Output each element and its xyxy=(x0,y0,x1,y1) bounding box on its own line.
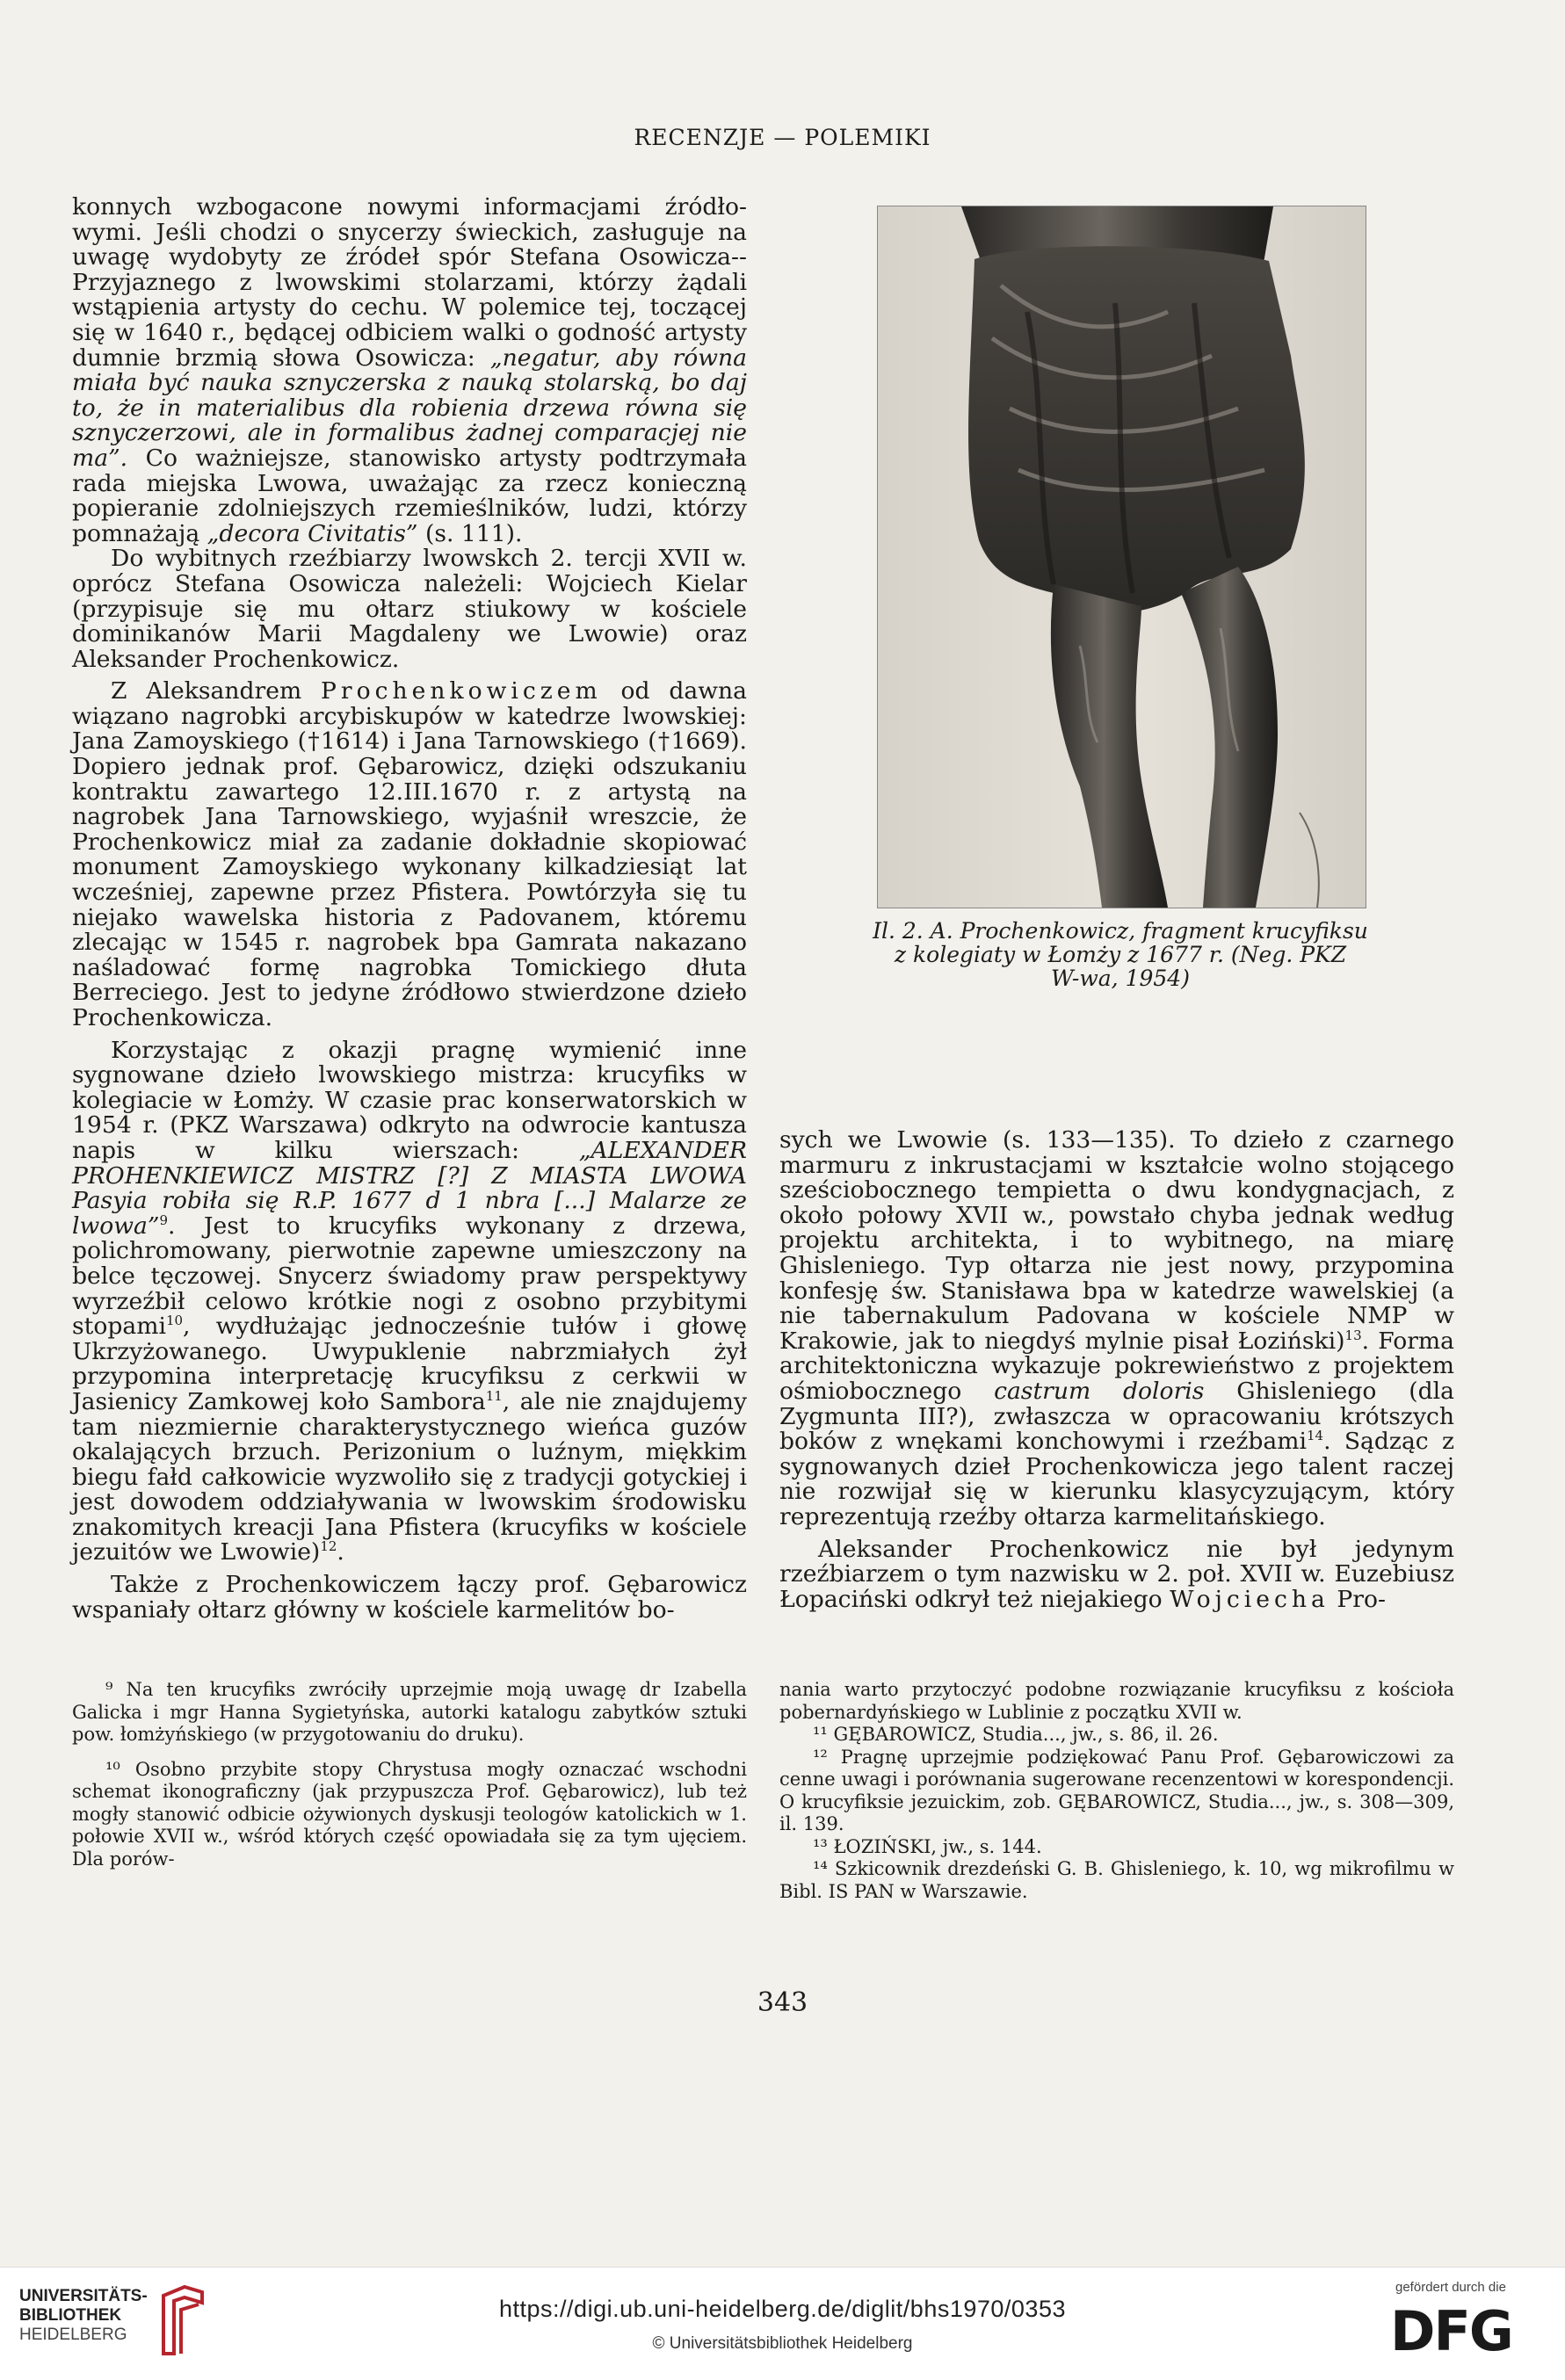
university-library-name[interactable]: UNIVERSITÄTS- BIBLIOTHEK HEIDELBERG xyxy=(19,2287,148,2344)
running-header: RECENZJE — POLEMIKI xyxy=(634,125,931,150)
footnote-13: ¹³ ŁOZIŃSKI, jw., s. 144. xyxy=(813,1835,1042,1857)
right-text-column xyxy=(779,1128,1454,1612)
inscription-quote: „ALEXANDER PROHENKIEWICZ MISTRZ [?] Z MIASTA LWOWA Pasyia robiła się R.P. 1677 d 1 nbra [...] Malarze ze lwowa” xyxy=(72,1136,747,1240)
crucifix-sculpture-image xyxy=(878,206,1366,908)
viewer-footer xyxy=(0,2267,1565,2380)
footnote-9: ⁹ Na ten krucyfiks zwróciły uprzejmie moją uwagę dr Izabella Galicka i mgr Hanna Sygietyńska, autorki katalogu zabytków sztuki pow. łomżyńskiego (w przygotowaniu do druku). xyxy=(72,1679,747,1745)
figure-caption: Il. 2. A. Prochenkowicz, fragment krucyfiksu z kolegiaty w Łomży z 1677 r. (Neg. PKZ W-wa, 1954) xyxy=(873,918,1368,991)
footnote-ref[interactable]: 13 xyxy=(1344,1327,1362,1343)
paragraph: Aleksander Prochenkowicz nie był jedynym rzeźbiarzem o tym nazwisku w 2. poł. XVII w. Euzebiusz Łopaciński odkrył też niejakiego Wojciecha Pro- xyxy=(779,1535,1454,1613)
page-number: 343 xyxy=(757,1987,808,2018)
footnote-14: ¹⁴ Szkicownik drezdeński G. B. Ghisleniego, k. 10, wg mikrofilmu w Bibl. IS PAN w Warszawie. xyxy=(779,1858,1454,1902)
quotation: „negatur, aby równa miała być nauka sznyczerska z nauką stolarską, bo daj to, że in materialibus dla robienia drzewa równa się sznyczerzowi, ale in formalibus żadnej comparacjej nie ma”. xyxy=(72,344,748,472)
paragraph: sych we Lwowie (s. 133—135). To dzieło z czarnego marmuru z inkrustacjami w kształcie wolno stojącego sześciobocznego tempietta o dwu kondygnacjach, z około połowy XVII w., powstało chyba jednak według projektu architekta, i to wybitnego, na miarę Ghisleniego. Typ ołtarza nie jest nowy, przypomina konfesję św. Stanisława bpa w katedrze wawelskiej (a nie tabernakulum Padovana w kościele NMP w Krakowie, jak to niegdyś mylnie pisał Łoziński)$^{13}$. Forma architektoniczna wykazuje pokrewieństwo z projektem ośmiobocznego castrum doloris Ghisleniego (dla Zygmunta III?), zwłaszcza w opracowaniu krótszych boków z wnękami konchowymi i rzeźbami$^{14}$. Sądząc z sygnowanych dzieł Prochenkowicza jego talent raczej nie rozwijał się w kierunku klasycyzującym, który reprezentują rzeźby ołtarza karmelitańskiego. xyxy=(779,1126,1455,1530)
footnote-ref[interactable]: 12 xyxy=(320,1538,337,1555)
funding-note: gefördert durch die xyxy=(1395,2280,1506,2295)
spaced-name: Prochenkowiczem xyxy=(320,677,602,705)
left-text-column xyxy=(72,195,747,1623)
footnote-ref[interactable]: 11 xyxy=(485,1388,503,1405)
crucifix-photograph xyxy=(877,206,1366,908)
footnote-ref[interactable]: 10 xyxy=(165,1313,184,1329)
footnotes-right xyxy=(779,1679,1454,1903)
italic-term: castrum doloris xyxy=(994,1377,1205,1405)
paragraph: Do wybitnych rzeźbiarzy lwowskch 2. tercji XVII w. oprócz Stefana Osowicza należeli: Wojciech Kielar (przypisuje się mu ołtarz stiukowy w kościele dominikanów Marii Magdaleny we Lwowie) oraz Aleksander Prochenkowicz. xyxy=(72,545,747,673)
permalink-url[interactable]: https://digi.ub.uni-heidelberg.de/diglit/bhs1970/0353 xyxy=(499,2296,1066,2322)
footnote-ref[interactable]: 14 xyxy=(1307,1428,1324,1444)
dfg-logo[interactable]: DFG xyxy=(1390,2299,1512,2363)
paragraph: Także z Prochenkowiczem łączy prof. Gębarowicz wspaniały ołtarz główny w kościele karmelitów bo- xyxy=(72,1571,747,1624)
footnote-11: ¹¹ GĘBAROWICZ, Studia..., jw., s. 86, il. 26. xyxy=(813,1724,1219,1745)
footnote-10: ¹⁰ Osobno przybite stopy Chrystusa mogły oznaczać wschodni schemat ikonograficzny (jak przypuszcza Prof. Gębarowicz), lub też mogły stanowić odbicie ożywionych dyskusji teologów katolickich w 1. połowie XVII w., wśród których część opowiadała się za tym ujęciem. Dla porów- xyxy=(72,1758,747,1870)
paragraph: Z Aleksandrem Prochenkowiczem od dawna wiązano nagrobki arcybiskupów w katedrze lwowskiej: Jana Zamoyskiego (†1614) i Jana Tarnowskiego (†1669). Dopiero jednak prof. Gębarowicz, dzięki odszukaniu kontraktu zawartego 12.III.1670 r. z artystą na nagrobek Jana Tarnowskiego, wyjaśnił wreszcie, że Prochenkowicz miał za zadanie dokładnie skopiować monument Zamoyskiego wykonany kilkadziesiąt lat wcześniej, zapewne przez Pfistera. Powtórzyła się tu niejako wawelska historia z Padovanem, któremu zlecając w 1545 r. nagrobek bpa Gamrata nakazano naśladować formę nagrobka Tomickiego dłuta Berreciego. Jest to jedyne źródłowo stwierdzone dzieło Prochenkowicza. xyxy=(72,677,747,1031)
paragraph: Korzystając z okazji pragnę wymienić inne sygnowane dzieło lwowskiego mistrza: krucyfiks w kolegiacie w Łomży. W czasie prac konserwatorskich w 1954 r. (PKZ Warszawa) odkryto na odwrocie kantusza napis w kilku wierszach: „ALEXANDER PROHENKIEWICZ MISTRZ [?] Z MIASTA LWOWA Pasyia robiła się R.P. 1677 d 1 nbra [...] Malarze ze lwowa”$^9$. Jest to krucyfiks wykonany z drzewa, polichromowany, pierwotnie zapewne umieszczony na belce tęczowej. Snycerz świadomy praw perspektywy wyrzeźbił celowo krótkie nogi z osobno przybitymi stopami$^{10}$, wydłużając jednocześnie tułów i głowę Ukrzyżowanego. Uwypuklenie nabrzmiałych żył przypomina interpretację krucyfiksu z cerkwii w Jasienicy Zamkowej koło Sambora$^{11}$, ale nie znajdujemy tam niezmiernie charakterystycznego wieńca guzów okalających brzuch. Perizonium o luźnym, miękkim biegu fałd całkowicie wyzwoliło się z tradycji gotyckiej i jest dowodem oddziaływania w lwowskim środowisku znakomitych kreacji Jana Pfistera (krucyfiks w kościele jezuitów we Lwowie)$^{12}$. xyxy=(72,1036,747,1566)
footnote-ref[interactable]: 9 xyxy=(159,1212,169,1228)
footnotes-left xyxy=(72,1679,747,1870)
spaced-name: Wojciecha xyxy=(1170,1585,1330,1613)
copyright-notice: © Universitätsbibliothek Heidelberg xyxy=(652,2334,913,2353)
footnote-10-continued: nania warto przytoczyć podobne rozwiązanie krucyfiksu z kościoła pobernardyńskiego w Lublinie z początku XVII w. xyxy=(779,1679,1454,1723)
quotation: „decora Civitatis” xyxy=(206,519,418,547)
footnote-12: ¹² Pragnę uprzejmie podziękować Panu Prof. Gębarowiczowi za cenne uwagi i porównania sugerowane recenzentowi w korespondencji. O krucyfiksie jezuickim, zob. GĘBAROWICZ, Studia..., jw., s. 308—309, il. 139. xyxy=(779,1746,1454,1834)
paragraph: konnych wzbogacone nowymi informacjami źródło-wymi. Jeśli chodzi o snycerzy świeckich, zasługuje na uwagę wydobyty ze źródeł spór Stefana Osowicza--Przyjaznego z lwowskimi stolarzami, którzy żądali wstąpienia artysty do cechu. W polemice tej, toczącej się w 1640 r., będącej odbiciem walki o godność artysty dumnie brzmią słowa Osowicza: „negatur, aby równa miała być nauka sznyczerska z nauką stolarską, bo daj to, że in materialibus dla robienia drzewa równa się sznyczerzowi, ale in formalibus żadnej comparacjej nie ma”. Co ważniejsze, stanowisko artysty podtrzymała rada miejska Lwowa, uważając za rzecz konieczną popieranie zdolniejszych rzemieślników, ludzi, którzy pomnażają „decora Civitatis” (s. 111). xyxy=(72,193,748,547)
